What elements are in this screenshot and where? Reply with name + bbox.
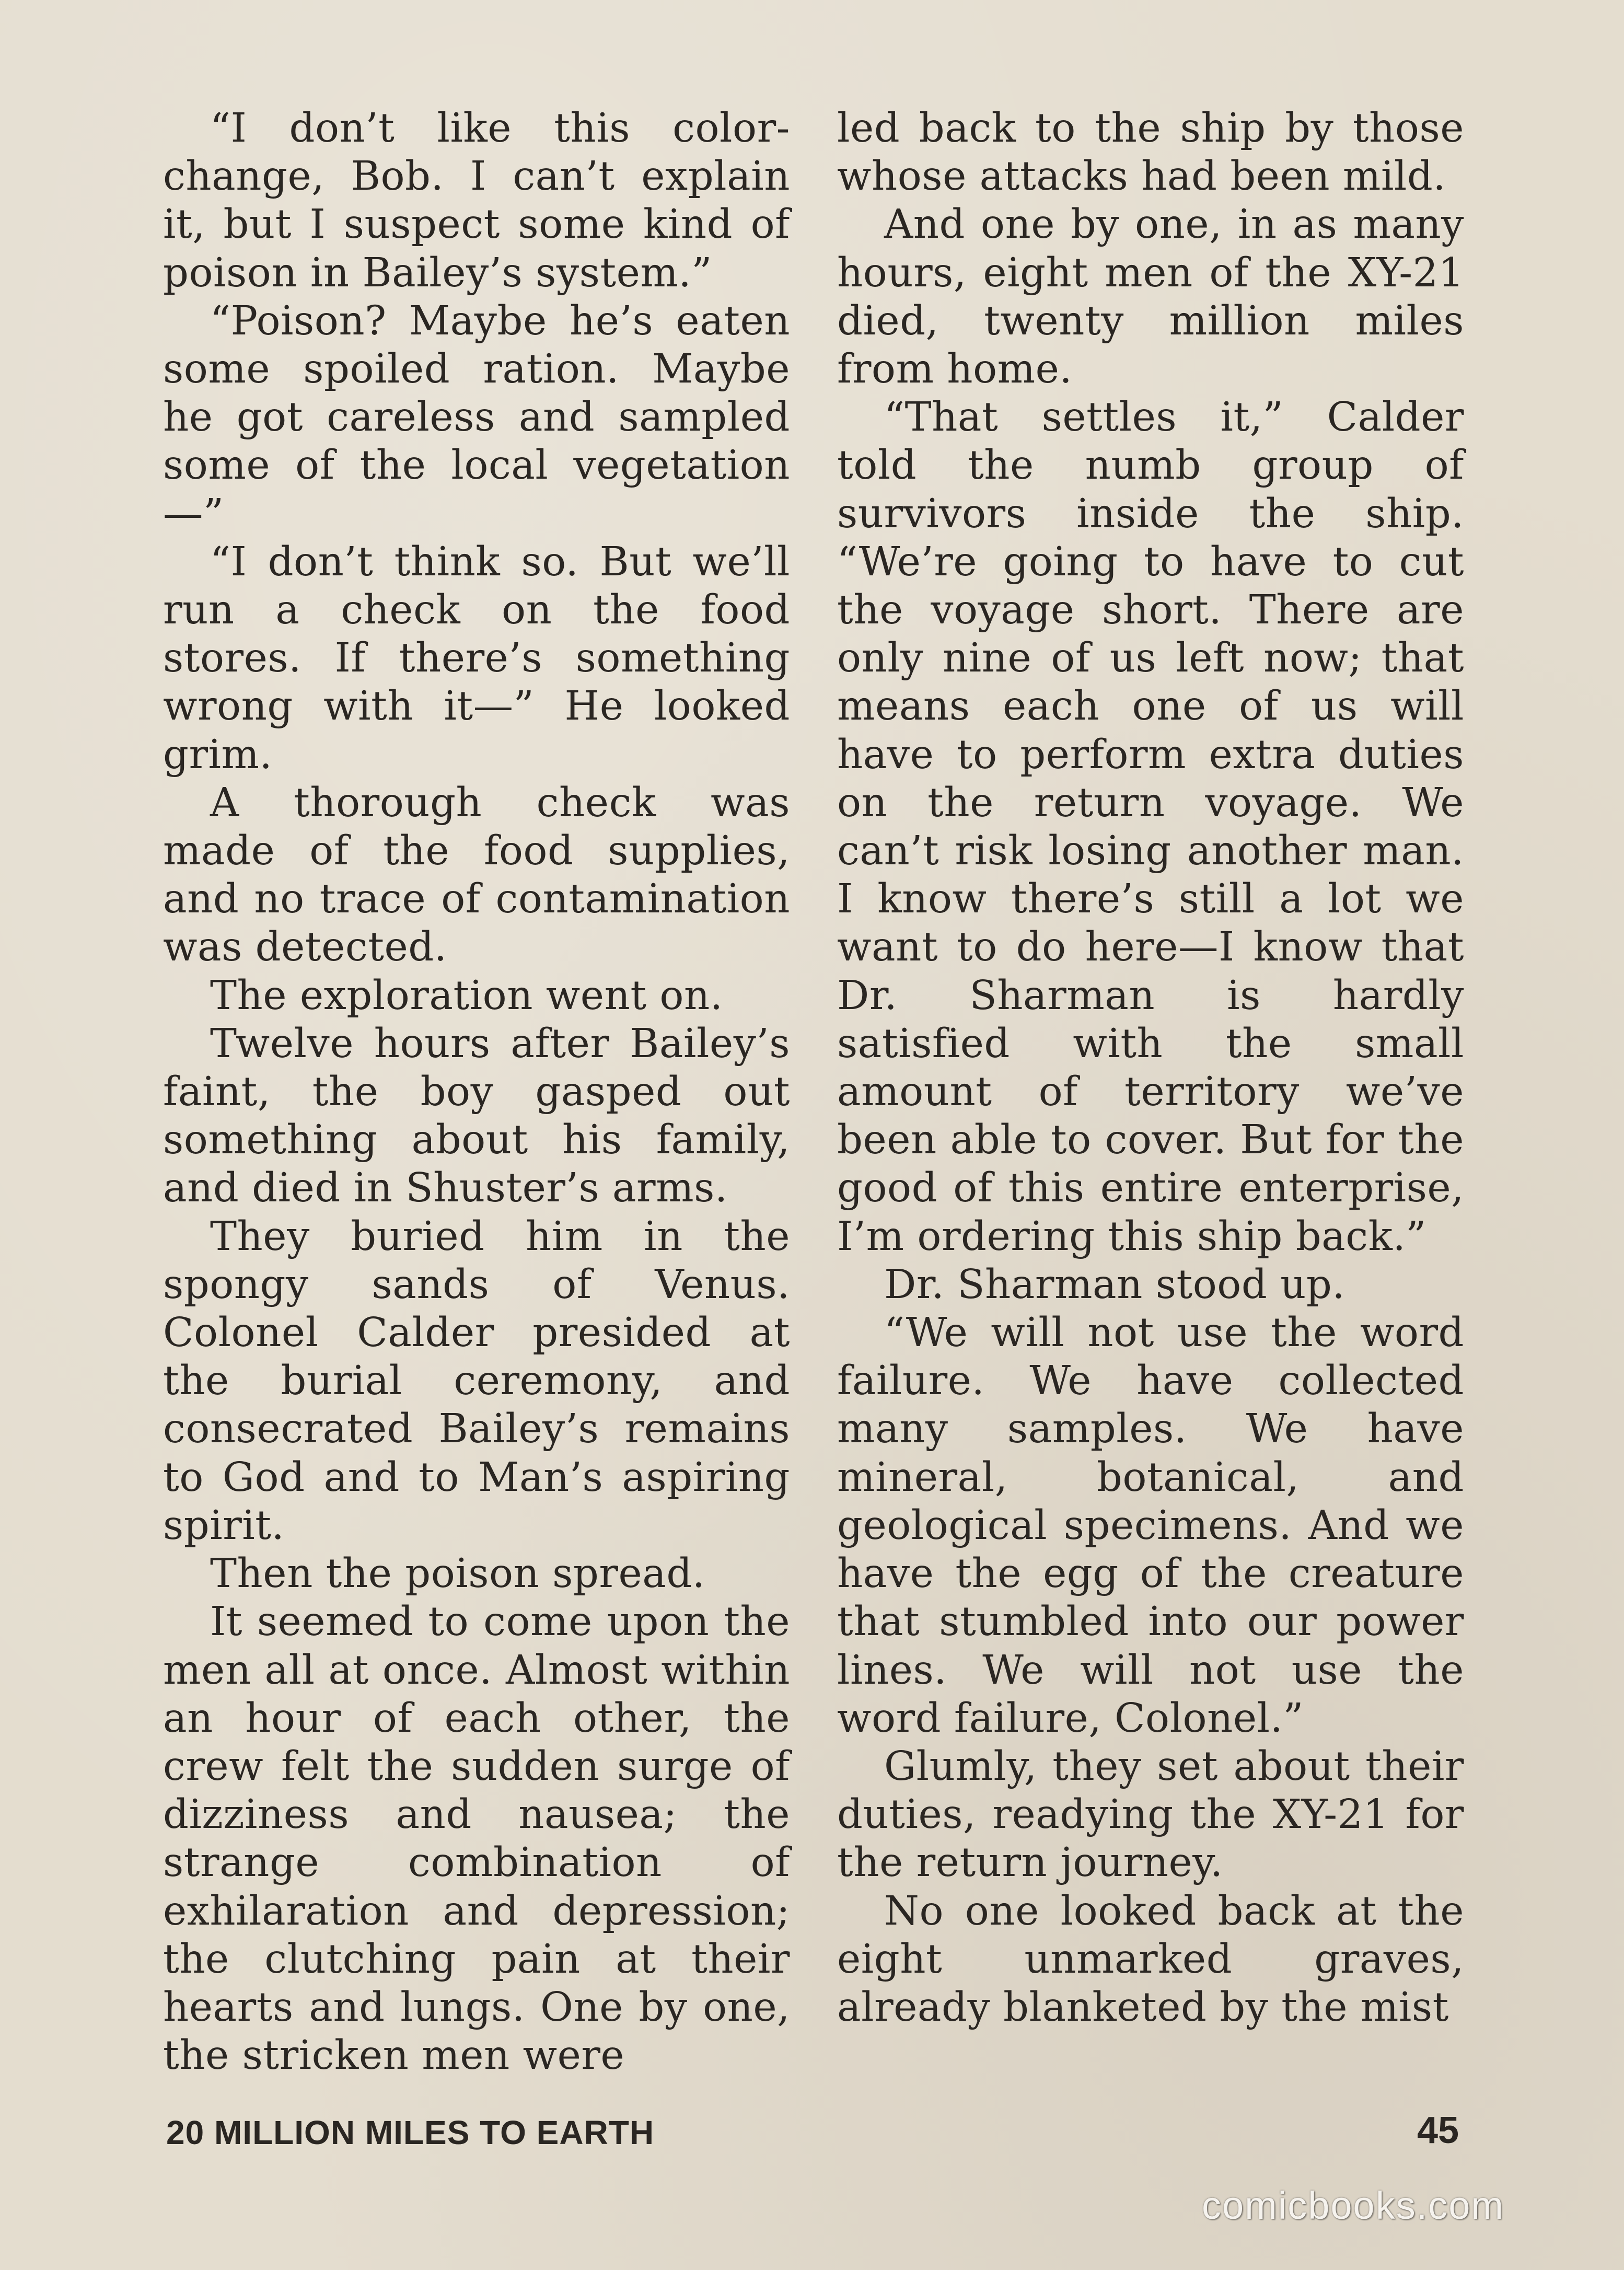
- paragraph: It seemed to come upon the men all at once. Almost within an hour of each other, the crew felt the sudden surge of dizziness and nausea; the strange combination of exhilaration and depression; the clutching pain at their hearts and lungs. One by one, the stricken men were: [163, 1599, 790, 2079]
- running-title: 20 MILLION MILES TO EARTH: [166, 2114, 655, 2151]
- page-number: 45: [1417, 2110, 1459, 2151]
- paragraph: They buried him in the spongy sands of Venus. Colonel Calder presided at the burial ceremony, and consecrated Bailey’s remains to God and to Man’s aspiring spirit.: [163, 1213, 790, 1549]
- site-watermark: comicbooks.com: [1202, 2184, 1505, 2227]
- left-text-column: [163, 105, 790, 2080]
- paragraph: A thorough check was made of the food supplies, and no trace of contamination was detected.: [163, 779, 790, 971]
- paragraph: Twelve hours after Bailey’s faint, the boy gasped out something about his family, and died in Shuster’s arms.: [163, 1020, 790, 1212]
- paragraph: “We will not use the word failure. We have collected many samples. We have mineral, botanical, and geological specimens. And we have the egg of the creature that stumbled into our power lines. We will not use the word failure, Colonel.”: [837, 1310, 1464, 1742]
- paragraph: And one by one, in as many hours, eight men of the XY-21 died, twenty million miles from home.: [837, 201, 1464, 393]
- paragraph: Glumly, they set about their duties, readying the XY-21 for the return journey.: [837, 1743, 1464, 1886]
- paragraph: No one looked back at the eight unmarked graves, already blanketed by the mist: [837, 1887, 1464, 2031]
- right-text-column: [837, 105, 1464, 2032]
- paragraph: “That settles it,” Calder told the numb group of survivors inside the ship. “We’re going to have to cut the voyage short. There are only nine of us left now; that means each one of us will have to perform extra duties on the return voyage. We can’t risk losing another man. I know there’s still a lot we want to do here—I know that Dr. Sharman is hardly satisfied with the small amount of territory we’ve been able to cover. But for the good of this entire enterprise, I’m ordering this ship back.”: [837, 394, 1464, 1260]
- paragraph: Then the poison spread.: [210, 1550, 705, 1597]
- paragraph: led back to the ship by those whose attacks had been mild.: [837, 105, 1464, 200]
- paragraph: “I don’t like this color-change, Bob. I can’t explain it, but I suspect some kind of poison in Bailey’s system.”: [163, 105, 790, 296]
- paragraph: The exploration went on.: [210, 972, 723, 1019]
- paragraph: “I don’t think so. But we’ll run a check on the food stores. If there’s something wrong with it—” He looked grim.: [163, 538, 790, 778]
- paragraph: “Poison? Maybe he’s eaten some spoiled ration. Maybe he got careless and sampled some of the local vegetation—”: [163, 297, 790, 537]
- paragraph: Dr. Sharman stood up.: [884, 1261, 1345, 1308]
